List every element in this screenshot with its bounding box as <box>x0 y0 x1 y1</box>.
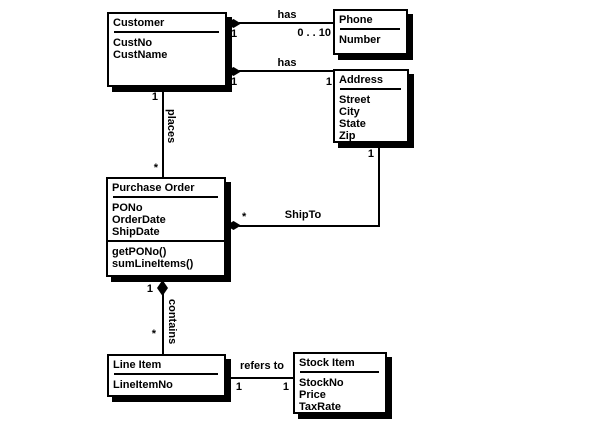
class-title-purchase-order: Purchase Order <box>112 182 195 194</box>
attribute-taxrate: TaxRate <box>299 401 341 413</box>
attribute-lineitemno: LineItemNo <box>113 379 173 391</box>
attribute-pono: PONo <box>112 202 143 214</box>
class-box-phone <box>333 9 408 55</box>
operation-sumlineitems: sumLineItems() <box>112 258 194 270</box>
association-label-refers-to: refers to <box>239 360 285 372</box>
multiplicity-order-places: * <box>153 162 158 174</box>
multiplicity-customer-phone: 1 <box>231 28 238 40</box>
attribute-price: Price <box>299 389 326 401</box>
multiplicity-phone: 0 . . 10 <box>297 27 331 39</box>
multiplicity-lineitem-contains: * <box>151 328 156 340</box>
class-title-line-item: Line Item <box>113 359 162 371</box>
attribute-orderdate: OrderDate <box>112 214 166 226</box>
association-label-has-phone: has <box>277 9 297 21</box>
association-label-contains: contains <box>166 299 178 345</box>
multiplicity-address-has: 1 <box>325 76 332 88</box>
multiplicity-lineitem-refers: 1 <box>235 381 242 393</box>
multiplicity-order-contains: 1 <box>146 283 153 295</box>
aggregation-diamond-icon <box>157 280 168 296</box>
attribute-compartment <box>108 198 224 238</box>
class-title-phone: Phone <box>339 14 373 26</box>
attribute-compartment <box>295 373 385 413</box>
class-title-stock-item: Stock Item <box>299 357 355 369</box>
attribute-zip: Zip <box>339 130 356 142</box>
multiplicity-customer-address: 1 <box>231 76 238 88</box>
association-line-places <box>162 87 164 177</box>
attribute-compartment <box>335 30 406 46</box>
attribute-state: State <box>339 118 366 130</box>
association-label-places: places <box>165 109 177 144</box>
class-title-customer: Customer <box>113 17 165 29</box>
attribute-stockno: StockNo <box>299 377 344 389</box>
multiplicity-order-shipto: * <box>242 211 247 223</box>
association-label-shipto: ShipTo <box>284 209 322 221</box>
attribute-compartment <box>109 33 225 61</box>
association-label-has-address: has <box>277 57 297 69</box>
attribute-city: City <box>339 106 360 118</box>
association-line-has-phone <box>239 22 333 24</box>
association-line-shipto-vertical <box>378 147 380 227</box>
aggregation-diamond-icon <box>226 221 241 230</box>
attribute-custno: CustNo <box>113 37 153 49</box>
operation-getpono: getPONo() <box>112 246 167 258</box>
attribute-compartment <box>109 375 224 391</box>
association-line-shipto <box>239 225 380 227</box>
attribute-shipdate: ShipDate <box>112 226 160 238</box>
association-line-refers-to <box>226 377 293 379</box>
multiplicity-stockitem-refers: 1 <box>282 381 289 393</box>
association-line-has-address <box>239 70 333 72</box>
multiplicity-customer-places: 1 <box>151 91 158 103</box>
attribute-compartment <box>335 90 407 142</box>
class-title-address: Address <box>339 74 384 86</box>
class-box-line-item <box>107 354 226 397</box>
class-box-address <box>333 69 409 143</box>
attribute-street: Street <box>339 94 371 106</box>
class-box-stock-item <box>293 352 387 414</box>
attribute-number: Number <box>339 34 381 46</box>
attribute-custname: CustName <box>113 49 168 61</box>
class-box-customer <box>107 12 227 87</box>
class-box-purchase-order <box>106 177 226 277</box>
operation-compartment <box>108 242 224 270</box>
multiplicity-address-shipto: 1 <box>367 148 374 160</box>
